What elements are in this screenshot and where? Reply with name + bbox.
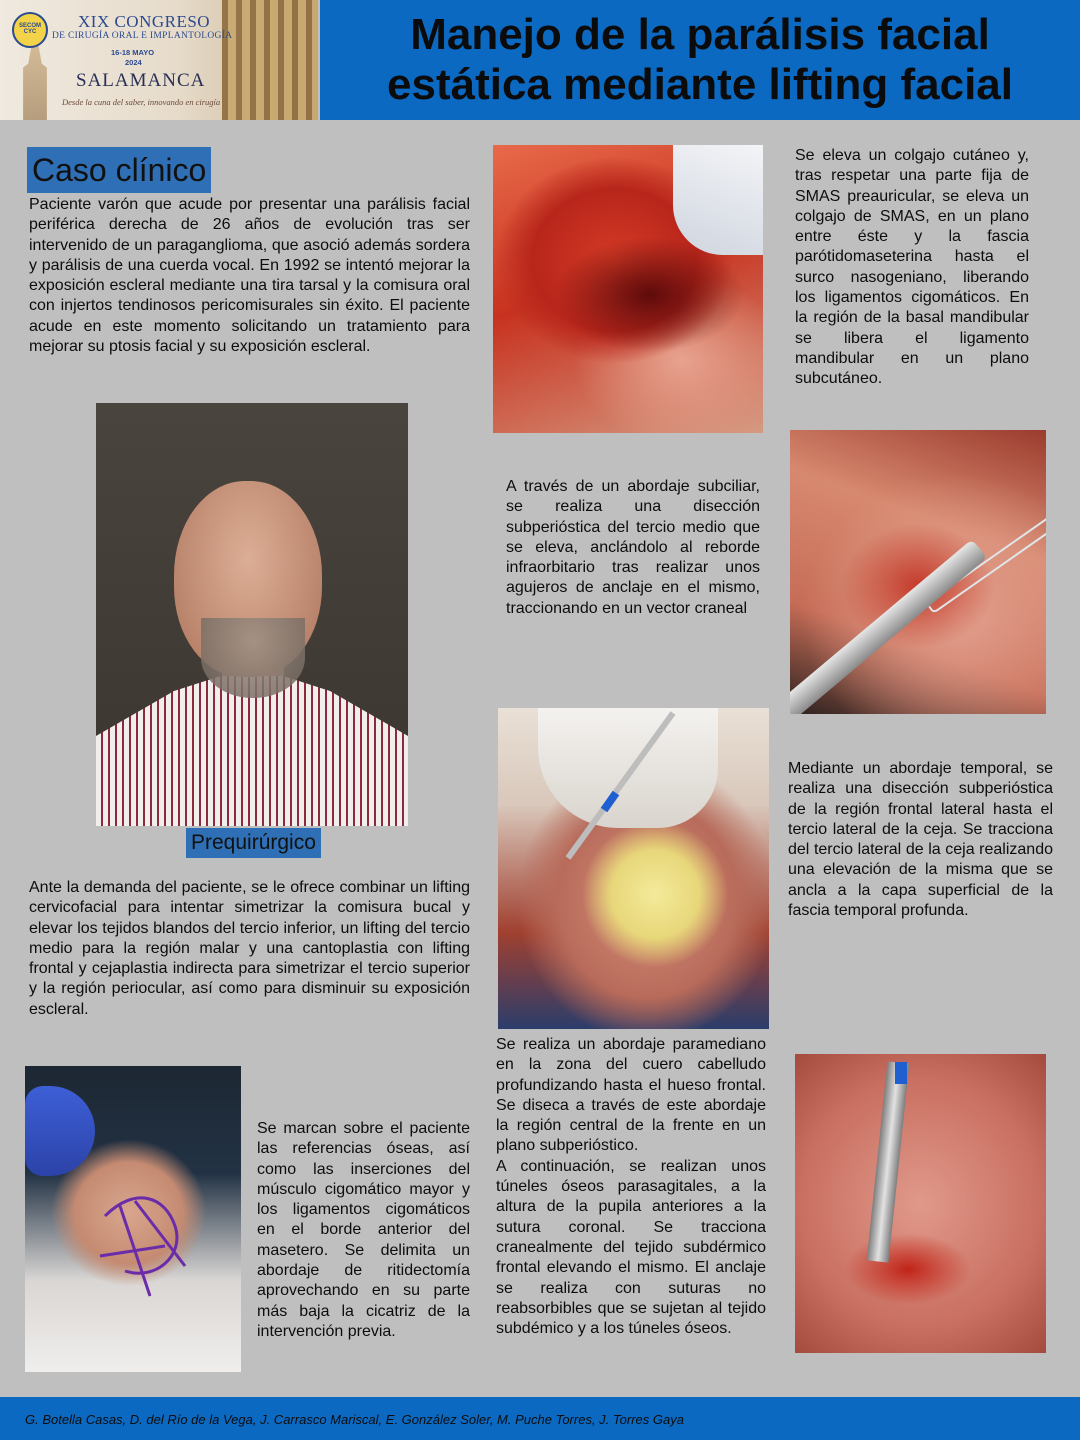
smas-flap-surgery-photo <box>493 145 763 433</box>
cathedral-tower-image <box>18 45 52 120</box>
case-description-text: Paciente varón que acude por presentar una parálisis facial periférica derecha de 26 años de evolución tras ser intervenido de un paraganglioma, que asoció además sordera y parálisis de una cuerda vocal. En 1992 se intentó mejorar la exposición escleral mediante una tira tarsal y la comisura oral con injertos tendinosos pericomisurales sin éxito. El paciente acude en este momento solicitando un tratamiento para mejorar su ptosis facial y su exposición escleral. <box>29 196 470 356</box>
purple-markings-drawing <box>25 1066 241 1372</box>
paramedian-paragraph-1: Se realiza un abordaje paramediano en la zona del cuero cabelludo profundizando hasta el hueso frontal. Se diseca a través de este abordaje la región central de la frente en un plano subperióstico. <box>496 1036 766 1155</box>
portrait-caption: Prequirúrgico <box>186 828 321 858</box>
congress-motto: Desde la cuna del saber, innovando en cirugía <box>62 97 221 107</box>
treatment-plan-text: Ante la demanda del paciente, se le ofrece combinar un lifting cervicofacial para intentar simetrizar la comisura bucal y elevar los tejidos blandos del tercio inferior, un lifting del tercio medio para la región malar y una cantoplastia con lifting frontal y cejaplastia indirecta para simetrizar el tercio superior y la región periocular, así como para disminuir su exposición escleral. <box>29 879 470 1018</box>
congress-logo <box>0 0 318 120</box>
temporal-approach-photo <box>795 1054 1046 1353</box>
smas-flap-text: Se eleva un colgajo cutáneo y, tras respetar una parte fija de SMAS preauricular, se eleva un colgajo de SMAS, en un plano entre éste y la fascia parótidomaseterina hasta el surco nasogeniano, liberando los ligamentos cigomáticos. En la región de la basal mandibular se libera el ligamento mandibular en un plano subcutáneo. <box>795 147 1029 388</box>
congress-city: SALAMANCA <box>76 70 206 91</box>
title-bar <box>320 0 1080 120</box>
title-line-1: Manejo de la parálisis facial <box>410 10 990 59</box>
cathedral-facade-image <box>222 0 318 120</box>
seal-icon <box>12 12 48 48</box>
section-title-caso-clinico: Caso clínico <box>27 147 211 193</box>
surgical-instrument-drawing <box>498 708 769 1029</box>
markings-description-text: Se marcan sobre el paciente las referencias óseas, así como las inserciones del músculo cigomático mayor y los ligamentos cigomáticos en el borde anterior del masetero. Se delimita un abordaje de ritidectomía aprovechando en su parte más baja la cicatriz de la intervención previa. <box>257 1120 470 1340</box>
seal-text: SECOM CYC <box>18 23 41 35</box>
congress-name: XIX CONGRESO <box>78 12 211 31</box>
temporal-approach-text: Mediante un abordaje temporal, se realiza una disección subperióstica de la región frontal lateral hasta el tercio lateral de la ceja. Se tracciona del tercio lateral de la ceja realizando una elevación de la misma que se ancla a la capa superficial de la fascia temporal profunda. <box>788 760 1053 920</box>
paramedian-approach-photo <box>498 708 769 1029</box>
subciliar-approach-photo <box>790 430 1046 714</box>
facial-markings-photo <box>25 1066 241 1372</box>
preoperative-portrait-photo <box>96 403 408 826</box>
title-line-2: estática mediante lifting facial <box>387 60 1013 109</box>
subciliar-approach-text: A través de un abordaje subciliar, se realiza una disección subperióstica del tercio medio que se eleva, anclándolo al reborde infraorbitario tras realizar unos agujeros de anclaje en el mismo, traccionando en un vector craneal <box>506 478 760 617</box>
paramedian-approach-text <box>496 1035 766 1339</box>
congress-subtitle: DE CIRUGÍA ORAL E IMPLANTOLOGÍA <box>52 31 233 41</box>
congress-dates: 16-18 MAYO <box>111 48 155 57</box>
paramedian-paragraph-2: A continuación, se realizan unos túneles óseos parasagitales, a la altura de la pupila anteriores a la sutura coronal. Se tracciona cranealmente del tejido subdérmico frontal elevando el mismo. El anclaje se realiza con suturas no reabsorbibles que se sujetan al tejido subdémico y a los túneles óseos. <box>496 1157 766 1338</box>
footer-bar <box>0 1397 1080 1440</box>
authors-list: G. Botella Casas, D. del Río de la Vega, J. Carrasco Mariscal, E. González Soler, M. Puche Torres, J. Torres Gaya <box>25 1412 684 1427</box>
poster-title <box>320 10 1080 110</box>
congress-year: 2024 <box>125 58 142 67</box>
